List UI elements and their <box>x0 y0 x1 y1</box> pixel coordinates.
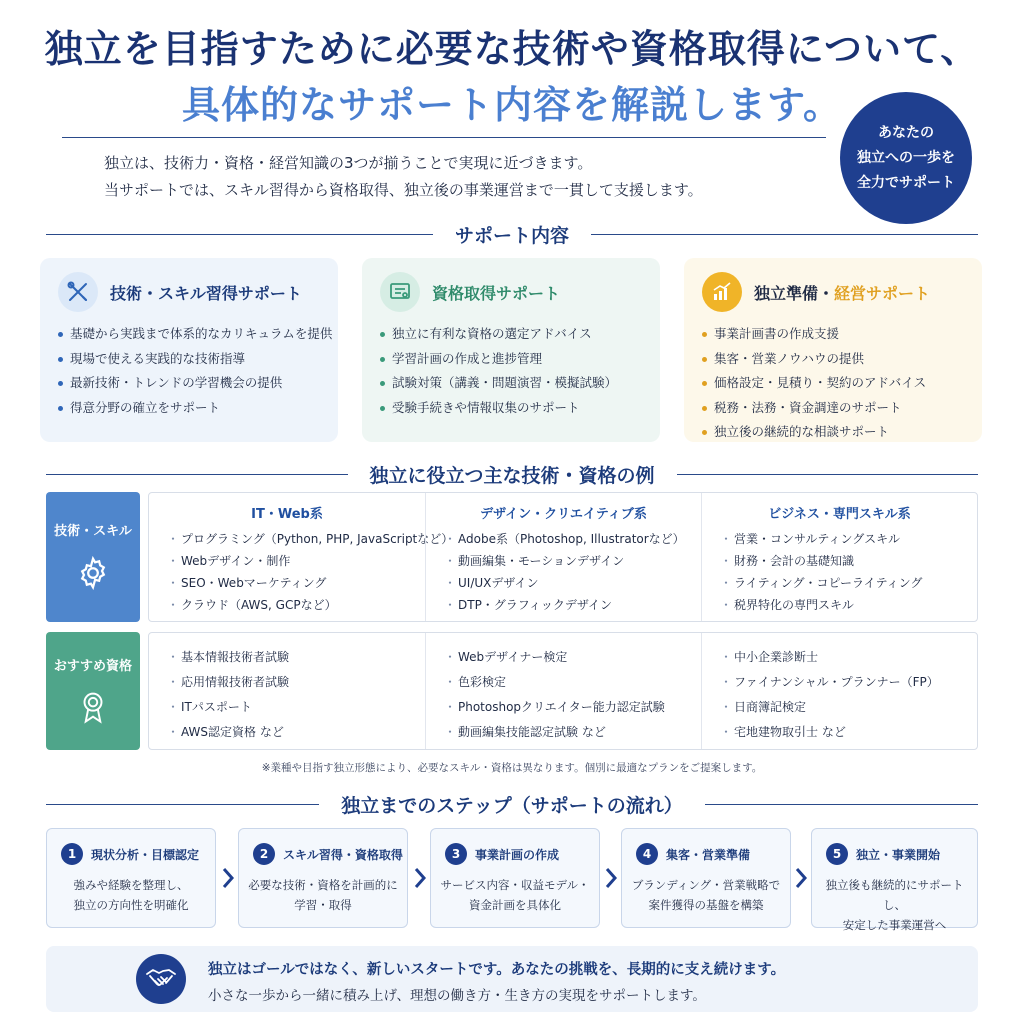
column-title: IT・Web系 <box>251 507 323 522</box>
cert-column-it <box>149 633 425 749</box>
heading-rule-right <box>591 234 978 235</box>
list-item: ・ Webデザイン・制作 <box>171 550 425 572</box>
heading-rule-right <box>705 804 978 805</box>
step-desc: 資金計画を具体化 <box>469 898 561 912</box>
step-desc: 案件獲得の基盤を構築 <box>648 898 764 912</box>
chevron-right-icon <box>412 866 428 890</box>
list-item: ・ AWS認定資格 など <box>171 720 425 745</box>
gear-icon <box>75 555 111 595</box>
badge-line1: あなたの <box>878 124 934 141</box>
list-item: ・ 応用情報技術者試験 <box>171 670 425 695</box>
step-desc: 強みや経験を整理し、 <box>73 878 189 892</box>
footer-line1: 独立はゴールではなく、新しいスタートです。あなたの挑戦を、長期的に支え続けます。 <box>208 962 786 978</box>
skill-panel <box>148 492 978 622</box>
footer-message <box>46 946 978 1012</box>
title-divider <box>62 137 826 138</box>
intro-line2: 当サポートでは、スキル習得から資格取得、独立後の事業運営まで一貫して支援します。 <box>104 181 703 199</box>
steps-heading <box>46 790 978 818</box>
list-item: ・ UI/UXデザイン <box>448 572 701 594</box>
list-item: ・ 基本情報技術者試験 <box>171 645 425 670</box>
list-item: ・ ファイナンシャル・プランナー（FP） <box>724 670 977 695</box>
column-title: ビジネス・専門スキル系 <box>768 507 911 522</box>
list-item: ・ 営業・コンサルティングスキル <box>724 528 977 550</box>
list-item: ・ 財務・会計の基礎知識 <box>724 550 977 572</box>
step-desc: ブランディング・営業戦略で <box>631 878 781 892</box>
list-item: 得意分野の確立をサポート <box>58 396 320 421</box>
support-card-skill <box>40 258 338 442</box>
list-item: ・ 中小企業診断士 <box>724 645 977 670</box>
list-item: 価格設定・見積り・契約のアドバイス <box>702 371 964 396</box>
chevron-right-icon <box>793 866 809 890</box>
step-number: 2 <box>253 843 275 865</box>
award-ribbon-icon <box>78 690 108 728</box>
page-title-line2: 具体的なサポート内容を解説します。 <box>182 83 842 127</box>
intro-line1: 独立は、技術力・資格・経営知識の3つが揃うことで実現に近づきます。 <box>104 154 593 172</box>
skill-column-design <box>425 493 701 621</box>
footnote: ※業種や目指す独立形態により、必要なスキル・資格は異なります。個別に最適なプランをご提案します。 <box>261 762 763 774</box>
list-item: 独立後の継続的な相談サポート <box>702 420 964 445</box>
list-item: 最新技術・トレンドの学習機会の提供 <box>58 371 320 396</box>
step-title: 集客・営業準備 <box>666 847 751 862</box>
step-number: 3 <box>445 843 467 865</box>
handshake-icon <box>136 954 186 1004</box>
skill-column-business <box>701 493 977 621</box>
support-card-certification <box>362 258 660 442</box>
step-number: 4 <box>636 843 658 865</box>
page-title-line1: 独立を目指すために必要な技術や資格取得について、 <box>44 27 980 71</box>
cert-column-design <box>425 633 701 749</box>
list-item: 集客・営業ノウハウの提供 <box>702 347 964 372</box>
support-badge <box>840 92 972 224</box>
list-item: ・ ITパスポート <box>171 695 425 720</box>
heading-rule-left <box>46 474 348 475</box>
list-item: ・ 動画編集技能認定試験 など <box>448 720 701 745</box>
step-title: スキル習得・資格取得 <box>283 847 403 862</box>
step-desc: 必要な技術・資格を計画的に <box>248 878 398 892</box>
step-card <box>46 828 216 928</box>
step-desc: 独立の方向性を明確化 <box>73 898 189 912</box>
skills-heading <box>46 460 978 488</box>
cert-row-label <box>46 632 140 750</box>
badge-line3: 全力でサポート <box>857 174 955 191</box>
step-title: 現状分析・目標認定 <box>91 847 200 862</box>
card-title-main: 独立準備・ <box>754 283 835 303</box>
list-item: ・ Photoshopクリエイター能力認定試験 <box>448 695 701 720</box>
list-item: ・ 税界特化の専門スキル <box>724 594 977 616</box>
cert-panel <box>148 632 978 750</box>
support-card-management <box>684 258 982 442</box>
support-heading <box>46 220 978 248</box>
list-item: ・ Adobe系（Photoshop, Illustratorなど） <box>448 528 701 550</box>
list-item: 試験対策（講義・問題演習・模擬試験） <box>380 371 642 396</box>
list-item: ・ 宅地建物取引士 など <box>724 720 977 745</box>
chart-icon <box>702 272 742 312</box>
list-item: 基礎から実践まで体系的なカリキュラムを提供 <box>58 322 320 347</box>
step-card <box>430 828 600 928</box>
cert-label-text: おすすめ資格 <box>53 658 133 674</box>
list-item: 受験手続きや情報収集のサポート <box>380 396 642 421</box>
card-title: 資格取得サポート <box>432 283 561 303</box>
list-item: ・ Webデザイナー検定 <box>448 645 701 670</box>
heading-rule-left <box>46 234 433 235</box>
list-item: 事業計画書の作成支援 <box>702 322 964 347</box>
badge-line2: 独立への一歩を <box>857 149 955 166</box>
heading-rule-left <box>46 804 319 805</box>
support-heading-text: サポート内容 <box>455 224 570 247</box>
list-item: ・ プログラミング（Python, PHP, JavaScriptなど） <box>171 528 425 550</box>
list-item: ・ ライティング・コピーライティング <box>724 572 977 594</box>
skill-label-text: 技術・スキル <box>54 523 132 539</box>
skills-heading-text: 独立に役立つ主な技術・資格の例 <box>369 464 655 487</box>
list-item: ・ 色彩検定 <box>448 670 701 695</box>
step-desc: 学習・取得 <box>294 898 352 912</box>
chevron-right-icon <box>603 866 619 890</box>
list-item: ・ SEO・Webマーケティング <box>171 572 425 594</box>
list-item: ・ 日商簿記検定 <box>724 695 977 720</box>
chevron-right-icon <box>220 866 236 890</box>
column-title: デザイン・クリエイティブ系 <box>480 507 647 522</box>
heading-rule-right <box>677 474 979 475</box>
certificate-icon <box>380 272 420 312</box>
step-desc: サービス内容・収益モデル・ <box>440 878 590 892</box>
list-item: ・ クラウド（AWS, GCPなど） <box>171 594 425 616</box>
step-card <box>811 828 978 932</box>
step-title: 独立・事業開始 <box>856 847 941 862</box>
list-item: 独立に有利な資格の選定アドバイス <box>380 322 642 347</box>
card-title-accent: 経営サポート <box>834 283 931 303</box>
step-card <box>238 828 408 928</box>
list-item: ・ DTP・グラフィックデザイン <box>448 594 701 616</box>
skill-column-it <box>149 493 454 621</box>
step-desc: 安定した事業運営へ <box>842 918 947 932</box>
card-title <box>754 281 930 304</box>
list-item: 現場で使える実践的な技術指導 <box>58 347 320 372</box>
step-card <box>621 828 791 928</box>
skill-row-label <box>46 492 140 622</box>
step-title: 事業計画の作成 <box>475 847 560 862</box>
cert-column-business <box>701 633 977 749</box>
list-item: 税務・法務・資金調達のサポート <box>702 396 964 421</box>
step-number: 5 <box>826 843 848 865</box>
step-desc: 独立後も継続的にサポートし、 <box>825 878 964 912</box>
step-number: 1 <box>61 843 83 865</box>
list-item: 学習計画の作成と進捗管理 <box>380 347 642 372</box>
list-item: ・ 動画編集・モーションデザイン <box>448 550 701 572</box>
steps-heading-text: 独立までのステップ（サポートの流れ） <box>341 794 683 817</box>
footer-line2: 小さな一歩から一緒に積み上げ、理想の働き方・生き方の実現をサポートします。 <box>208 988 706 1004</box>
tools-icon <box>58 272 98 312</box>
card-title: 技術・スキル習得サポート <box>110 283 302 303</box>
intro-text <box>104 150 703 204</box>
